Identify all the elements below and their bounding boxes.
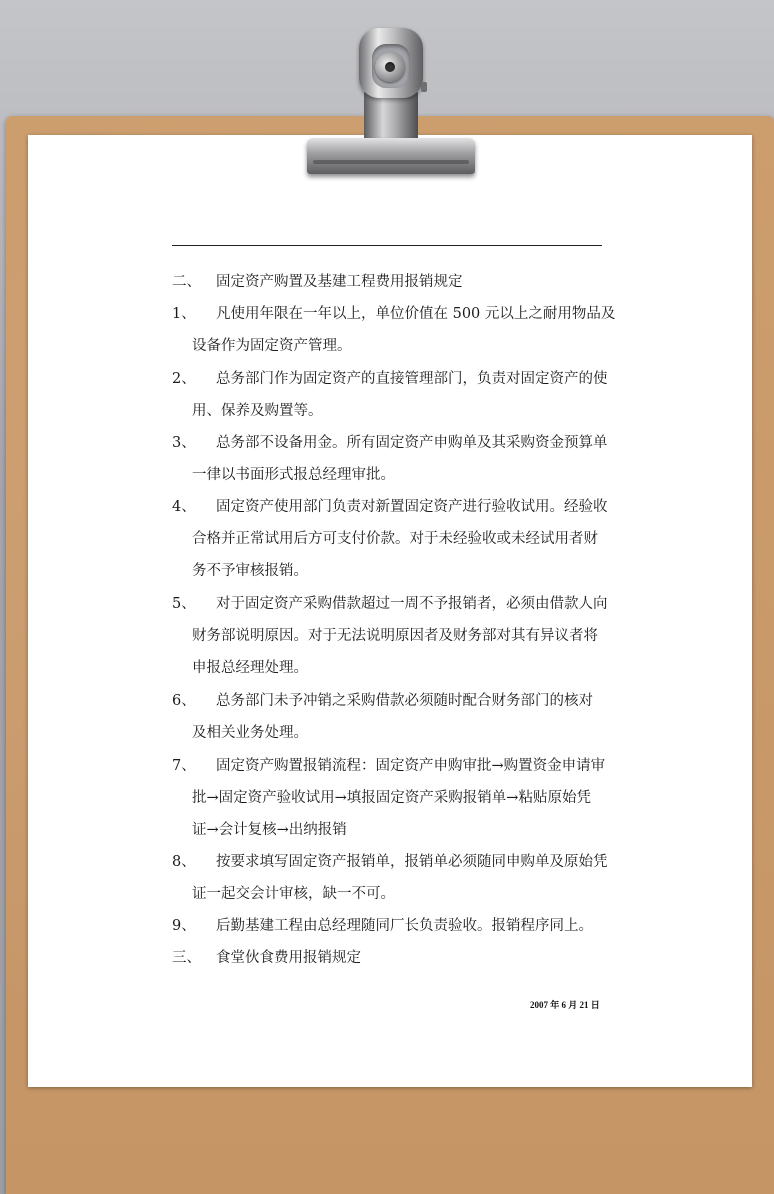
item-text: 总务部门未予冲销之采购借款必须随时配合财务部门的核对 — [216, 693, 593, 709]
section-heading — [172, 272, 612, 292]
header-rule — [172, 245, 602, 246]
section-heading — [172, 948, 612, 968]
item-text-continued: 及相关业务处理。 — [192, 725, 308, 741]
item-text-continued: 合格并正常试用后方可支付价款。对于未经验收或未经试用者财 — [192, 531, 598, 547]
list-item — [172, 433, 612, 453]
item-text: 总务部不设备用金。所有固定资产申购单及其采购资金预算单 — [216, 435, 608, 451]
list-item — [172, 756, 612, 776]
clip-plate — [307, 138, 475, 174]
item-number: 5、 — [172, 596, 196, 612]
item-number: 9、 — [172, 918, 196, 934]
list-item — [172, 916, 612, 936]
section-title: 食堂伙食费用报销规定 — [216, 950, 361, 966]
item-text-continued: 一律以书面形式报总经理审批。 — [192, 467, 395, 483]
item-number: 3、 — [172, 435, 196, 451]
item-text: 按要求填写固定资产报销单，报销单必须随同申购单及原始凭 — [216, 854, 608, 870]
section-number: 三、 — [172, 950, 201, 966]
list-item — [172, 304, 616, 324]
clip-plate-edge — [313, 160, 469, 164]
clip-rivet-core — [385, 62, 395, 72]
item-number: 2、 — [172, 371, 196, 387]
item-number: 7、 — [172, 758, 196, 774]
item-text-continued: 申报总经理处理。 — [192, 660, 308, 676]
item-text-continued: 证一起交会计审核，缺一不可。 — [192, 886, 395, 902]
list-item — [172, 497, 612, 517]
item-number: 6、 — [172, 693, 196, 709]
item-text: 后勤基建工程由总经理随同厂长负责验收。报销程序同上。 — [216, 918, 593, 934]
item-text: 对于固定资产采购借款超过一周不予报销者，必须由借款人向 — [216, 596, 608, 612]
item-number: 1、 — [172, 306, 196, 322]
item-text-continued: 用、保养及购置等。 — [192, 403, 323, 419]
item-text-continued: 务不予审核报销。 — [192, 563, 308, 579]
item-text-continued: 证→会计复核→出纳报销 — [192, 822, 347, 838]
item-text: 总务部门作为固定资产的直接管理部门，负责对固定资产的使 — [216, 371, 608, 387]
section-title: 固定资产购置及基建工程费用报销规定 — [216, 274, 463, 290]
item-text-continued: 设备作为固定资产管理。 — [192, 338, 352, 354]
item-text: 固定资产购置报销流程：固定资产申购审批→购置资金申请审 — [216, 758, 606, 774]
item-number: 4、 — [172, 499, 196, 515]
item-text: 固定资产使用部门负责对新置固定资产进行验收试用。经验收 — [216, 499, 608, 515]
clip-pin — [421, 82, 427, 92]
item-number: 8、 — [172, 854, 196, 870]
item-text-continued: 财务部说明原因。对于无法说明原因者及财务部对其有异议者将 — [192, 628, 598, 644]
document-date: 2007 年 6 月 21 日 — [530, 1000, 600, 1010]
list-item — [172, 691, 612, 711]
list-item — [172, 369, 612, 389]
section-number: 二、 — [172, 274, 201, 290]
item-text: 凡使用年限在一年以上，单位价值在 500 元以上之耐用物品及 — [216, 306, 616, 322]
list-item — [172, 852, 612, 872]
item-text-continued: 批→固定资产验收试用→填报固定资产采购报销单→粘贴原始凭 — [192, 790, 591, 806]
list-item — [172, 594, 612, 614]
